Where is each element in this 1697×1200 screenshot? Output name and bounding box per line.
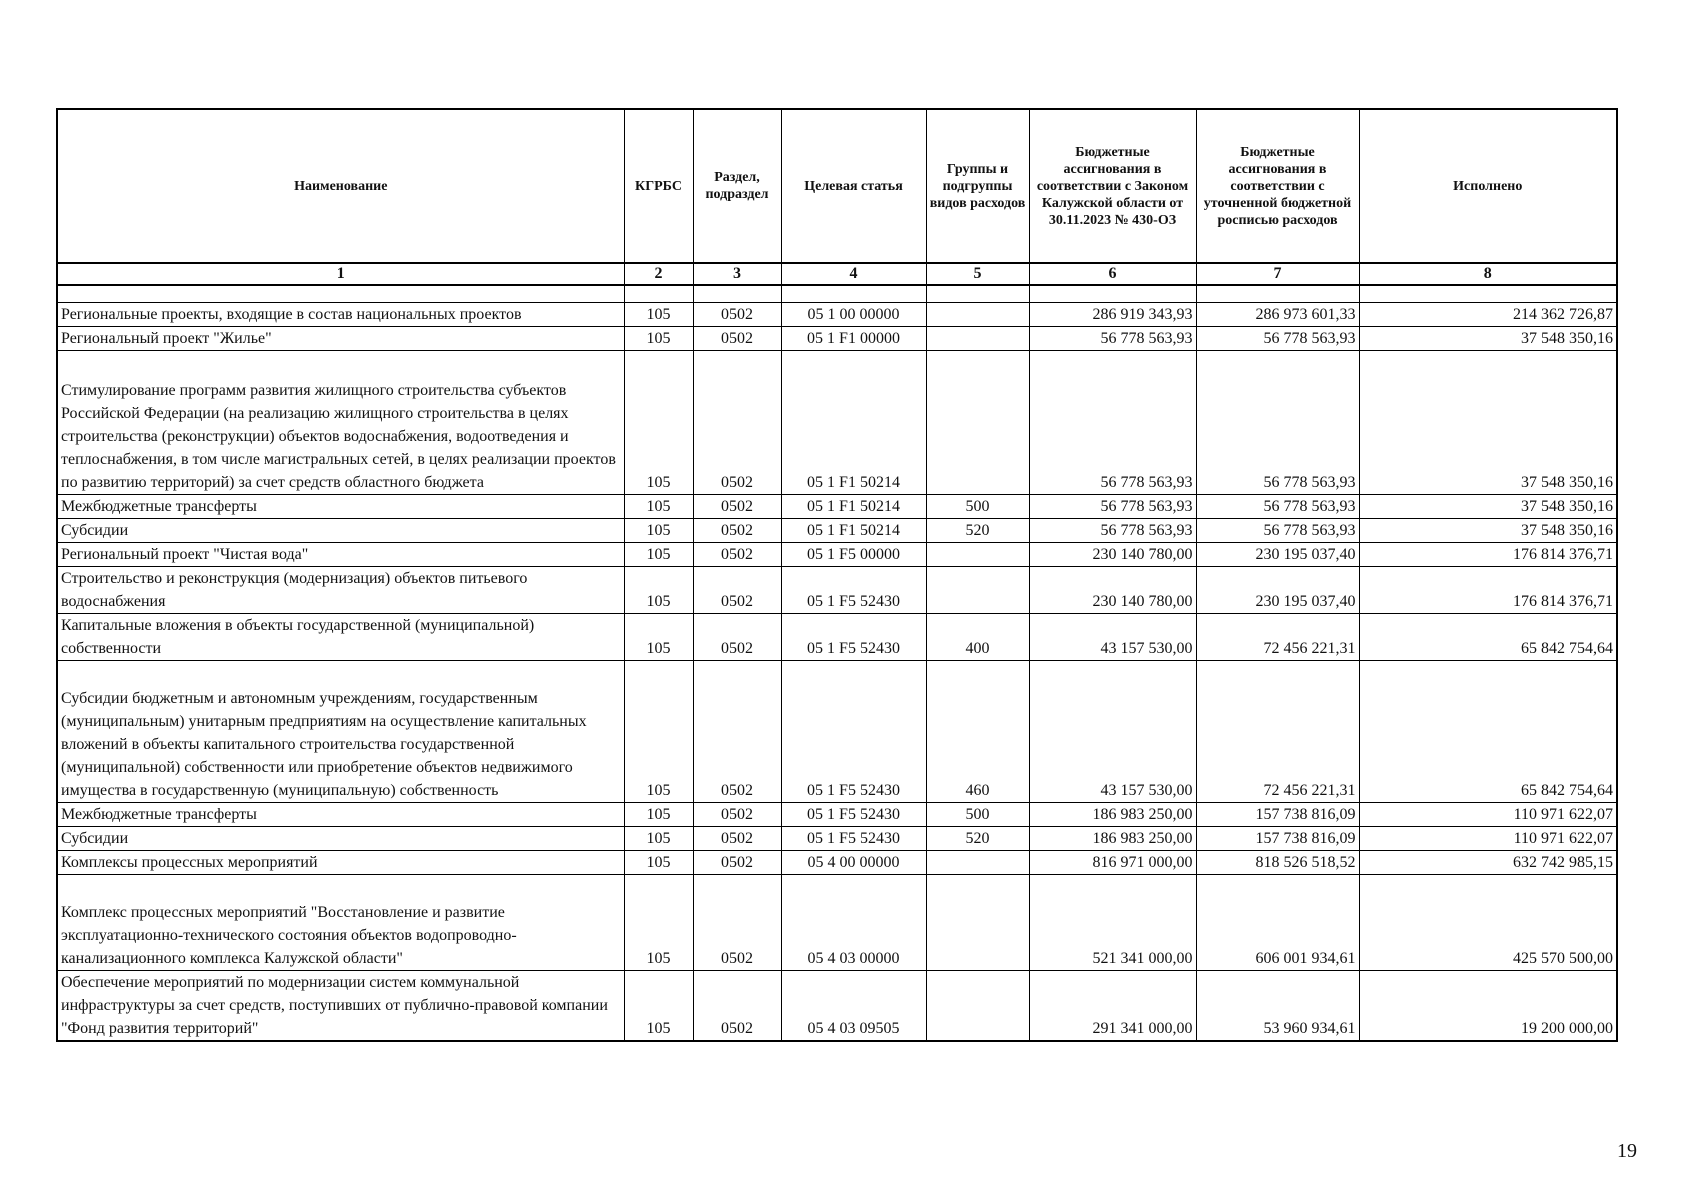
row-done: 425 570 500,00 — [1359, 875, 1617, 971]
row-statya: 05 1 F5 52430 — [781, 661, 926, 803]
spacer-cell — [693, 285, 781, 303]
row-law: 186 983 250,00 — [1029, 827, 1196, 851]
row-rospis: 56 778 563,93 — [1196, 327, 1359, 351]
row-razdel: 0502 — [693, 971, 781, 1042]
row-razdel: 0502 — [693, 519, 781, 543]
row-done: 65 842 754,64 — [1359, 661, 1617, 803]
column-number: 7 — [1196, 263, 1359, 285]
row-vid — [926, 351, 1029, 495]
row-name: Субсидии — [57, 827, 624, 851]
row-done: 37 548 350,16 — [1359, 495, 1617, 519]
row-statya: 05 1 00 00000 — [781, 303, 926, 327]
row-kgrbs: 105 — [624, 875, 693, 971]
spacer-cell — [781, 285, 926, 303]
row-statya: 05 1 F5 00000 — [781, 543, 926, 567]
row-statya: 05 1 F5 52430 — [781, 567, 926, 614]
table-row — [57, 303, 1617, 327]
row-statya: 05 1 F5 52430 — [781, 827, 926, 851]
page-number: 19 — [1617, 1140, 1637, 1162]
spacer-row — [57, 285, 1617, 303]
header-name: Наименование — [57, 109, 624, 263]
row-rospis: 72 456 221,31 — [1196, 614, 1359, 661]
row-rospis: 56 778 563,93 — [1196, 351, 1359, 495]
row-law: 43 157 530,00 — [1029, 661, 1196, 803]
row-rospis: 286 973 601,33 — [1196, 303, 1359, 327]
row-name: Региональный проект "Жилье" — [57, 327, 624, 351]
table-row — [57, 519, 1617, 543]
row-law: 186 983 250,00 — [1029, 803, 1196, 827]
row-vid: 400 — [926, 614, 1029, 661]
row-law: 56 778 563,93 — [1029, 519, 1196, 543]
row-done: 110 971 622,07 — [1359, 827, 1617, 851]
header-statya: Целевая статья — [781, 109, 926, 263]
row-razdel: 0502 — [693, 803, 781, 827]
row-done: 37 548 350,16 — [1359, 327, 1617, 351]
table-row — [57, 875, 1617, 971]
row-rospis: 56 778 563,93 — [1196, 519, 1359, 543]
row-law: 43 157 530,00 — [1029, 614, 1196, 661]
row-law: 521 341 000,00 — [1029, 875, 1196, 971]
row-statya: 05 1 F1 50214 — [781, 495, 926, 519]
row-statya: 05 1 F1 50214 — [781, 351, 926, 495]
row-rospis: 53 960 934,61 — [1196, 971, 1359, 1042]
row-name: Субсидии бюджетным и автономным учреждениям, государственным (муниципальным) унитарным предприятиям на осуществление капитальных вложений в объекты капитального строительства государственной (муниципальной) собственности или приобретение объектов недвижимого имущества в государственную (муниципальную) собственность — [57, 661, 624, 803]
row-done: 176 814 376,71 — [1359, 567, 1617, 614]
row-kgrbs: 105 — [624, 971, 693, 1042]
row-kgrbs: 105 — [624, 495, 693, 519]
row-razdel: 0502 — [693, 543, 781, 567]
row-name: Региональный проект "Чистая вода" — [57, 543, 624, 567]
column-number: 1 — [57, 263, 624, 285]
header-row — [57, 109, 1617, 263]
table-row — [57, 567, 1617, 614]
row-rospis: 157 738 816,09 — [1196, 803, 1359, 827]
row-razdel: 0502 — [693, 614, 781, 661]
row-name: Обеспечение мероприятий по модернизации систем коммунальной инфраструктуры за счет средств, поступивших от публично-правовой компании "Фонд развития территорий" — [57, 971, 624, 1042]
row-rospis: 230 195 037,40 — [1196, 567, 1359, 614]
column-number: 4 — [781, 263, 926, 285]
row-done: 214 362 726,87 — [1359, 303, 1617, 327]
column-number: 8 — [1359, 263, 1617, 285]
column-number: 2 — [624, 263, 693, 285]
row-rospis: 72 456 221,31 — [1196, 661, 1359, 803]
row-rospis: 230 195 037,40 — [1196, 543, 1359, 567]
row-kgrbs: 105 — [624, 661, 693, 803]
row-kgrbs: 105 — [624, 303, 693, 327]
row-razdel: 0502 — [693, 827, 781, 851]
row-vid: 500 — [926, 495, 1029, 519]
row-vid: 520 — [926, 827, 1029, 851]
row-name: Строительство и реконструкция (модернизация) объектов питьевого водоснабжения — [57, 567, 624, 614]
row-done: 110 971 622,07 — [1359, 803, 1617, 827]
table-row — [57, 351, 1617, 495]
table-row — [57, 851, 1617, 875]
row-name: Межбюджетные трансферты — [57, 803, 624, 827]
row-name: Региональные проекты, входящие в состав национальных проектов — [57, 303, 624, 327]
row-done: 19 200 000,00 — [1359, 971, 1617, 1042]
table-row — [57, 827, 1617, 851]
spacer-cell — [1359, 285, 1617, 303]
table-row — [57, 327, 1617, 351]
row-kgrbs: 105 — [624, 519, 693, 543]
row-kgrbs: 105 — [624, 327, 693, 351]
row-rospis: 157 738 816,09 — [1196, 827, 1359, 851]
row-razdel: 0502 — [693, 303, 781, 327]
row-kgrbs: 105 — [624, 614, 693, 661]
column-number: 6 — [1029, 263, 1196, 285]
budget-report-page — [56, 108, 1616, 1042]
spacer-cell — [1196, 285, 1359, 303]
spacer-cell — [926, 285, 1029, 303]
row-vid — [926, 327, 1029, 351]
row-kgrbs: 105 — [624, 851, 693, 875]
header-law: Бюджетные ассигнования в соответствии с Законом Калужской области от 30.11.2023 № 430-ОЗ — [1029, 109, 1196, 263]
row-law: 291 341 000,00 — [1029, 971, 1196, 1042]
row-name: Субсидии — [57, 519, 624, 543]
spacer-cell — [1029, 285, 1196, 303]
row-law: 56 778 563,93 — [1029, 495, 1196, 519]
row-kgrbs: 105 — [624, 803, 693, 827]
row-razdel: 0502 — [693, 875, 781, 971]
row-done: 632 742 985,15 — [1359, 851, 1617, 875]
header-done: Исполнено — [1359, 109, 1617, 263]
row-law: 286 919 343,93 — [1029, 303, 1196, 327]
row-name: Комплексы процессных мероприятий — [57, 851, 624, 875]
row-done: 65 842 754,64 — [1359, 614, 1617, 661]
table-row — [57, 614, 1617, 661]
row-statya: 05 4 03 09505 — [781, 971, 926, 1042]
row-statya: 05 1 F5 52430 — [781, 614, 926, 661]
row-name: Капитальные вложения в объекты государственной (муниципальной) собственности — [57, 614, 624, 661]
row-name: Комплекс процессных мероприятий "Восстановление и развитие эксплуатационно-технического состояния объектов водопроводно-канализационного комплекса Калужской области" — [57, 875, 624, 971]
row-statya: 05 1 F1 00000 — [781, 327, 926, 351]
header-kgrbs: КГРБС — [624, 109, 693, 263]
row-statya: 05 4 03 00000 — [781, 875, 926, 971]
table-row — [57, 543, 1617, 567]
table-row — [57, 495, 1617, 519]
budget-table — [56, 108, 1618, 1042]
row-law: 56 778 563,93 — [1029, 327, 1196, 351]
column-number: 5 — [926, 263, 1029, 285]
row-rospis: 606 001 934,61 — [1196, 875, 1359, 971]
header-razdel: Раздел, подраздел — [693, 109, 781, 263]
row-rospis: 56 778 563,93 — [1196, 495, 1359, 519]
column-number: 3 — [693, 263, 781, 285]
spacer-cell — [57, 285, 624, 303]
table-row — [57, 661, 1617, 803]
row-rospis: 818 526 518,52 — [1196, 851, 1359, 875]
row-kgrbs: 105 — [624, 543, 693, 567]
row-vid: 520 — [926, 519, 1029, 543]
header-vid: Группы и подгруппы видов расходов — [926, 109, 1029, 263]
row-kgrbs: 105 — [624, 567, 693, 614]
row-statya: 05 1 F1 50214 — [781, 519, 926, 543]
row-kgrbs: 105 — [624, 351, 693, 495]
column-number-row — [57, 263, 1617, 285]
row-vid: 460 — [926, 661, 1029, 803]
row-name: Стимулирование программ развития жилищного строительства субъектов Российской Федерации (на реализацию жилищного строительства в целях строительства (реконструкции) объектов водоснабжения, водоотведения и теплоснабжения, в том числе магистральных сетей, в целях реализации проектов по развитию территорий) за счет средств областного бюджета — [57, 351, 624, 495]
row-statya: 05 4 00 00000 — [781, 851, 926, 875]
row-razdel: 0502 — [693, 661, 781, 803]
row-name: Межбюджетные трансферты — [57, 495, 624, 519]
row-razdel: 0502 — [693, 851, 781, 875]
row-statya: 05 1 F5 52430 — [781, 803, 926, 827]
row-done: 37 548 350,16 — [1359, 351, 1617, 495]
row-law: 56 778 563,93 — [1029, 351, 1196, 495]
row-vid — [926, 303, 1029, 327]
row-vid — [926, 543, 1029, 567]
row-vid — [926, 851, 1029, 875]
row-razdel: 0502 — [693, 495, 781, 519]
row-razdel: 0502 — [693, 327, 781, 351]
row-vid — [926, 567, 1029, 614]
row-vid — [926, 971, 1029, 1042]
row-vid: 500 — [926, 803, 1029, 827]
row-law: 230 140 780,00 — [1029, 543, 1196, 567]
row-done: 176 814 376,71 — [1359, 543, 1617, 567]
row-razdel: 0502 — [693, 351, 781, 495]
header-rospis: Бюджетные ассигнования в соответствии с уточненной бюджетной росписью расходов — [1196, 109, 1359, 263]
table-row — [57, 971, 1617, 1042]
row-razdel: 0502 — [693, 567, 781, 614]
row-kgrbs: 105 — [624, 827, 693, 851]
row-done: 37 548 350,16 — [1359, 519, 1617, 543]
row-law: 816 971 000,00 — [1029, 851, 1196, 875]
spacer-cell — [624, 285, 693, 303]
row-law: 230 140 780,00 — [1029, 567, 1196, 614]
table-row — [57, 803, 1617, 827]
row-vid — [926, 875, 1029, 971]
